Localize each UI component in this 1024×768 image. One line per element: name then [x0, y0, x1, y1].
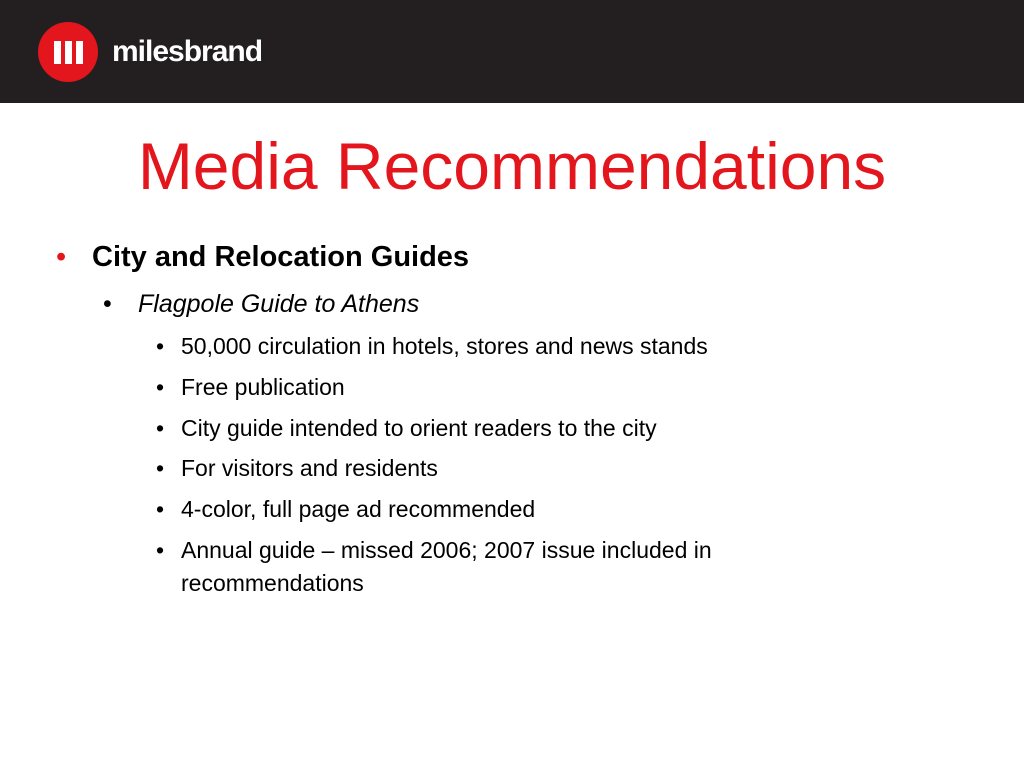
bullet-icon: •: [156, 333, 165, 359]
bullet-level1: [56, 238, 469, 276]
bullet-text: 4-color, full page ad recommended: [181, 496, 536, 522]
brand-wordmark: milesbrand: [112, 35, 263, 68]
bullet-icon: •: [156, 537, 165, 563]
bullet-text: 50,000 circulation in hotels, stores and news stands: [181, 333, 708, 359]
bullet-level3: [156, 371, 345, 404]
bullet-icon: •: [156, 415, 165, 441]
bullet-icon: •: [103, 290, 112, 318]
bullet-level3: [156, 412, 657, 445]
bullet-icon: •: [156, 374, 165, 400]
bullet-text: Flagpole Guide to Athens: [138, 290, 420, 318]
bullet-level2: [103, 287, 419, 321]
bullet-icon: •: [56, 241, 67, 273]
bullet-icon: •: [156, 455, 165, 481]
bullet-text: City guide intended to orient readers to the city: [181, 415, 657, 441]
bullet-text: Free publication: [181, 374, 345, 400]
bullet-text: Annual guide – missed 2006; 2007 issue included in recommendations: [181, 537, 712, 596]
bullet-level3: [156, 534, 881, 600]
bullet-text: For visitors and residents: [181, 455, 438, 481]
bullet-level3: [156, 493, 535, 526]
bullet-level3: [156, 452, 438, 485]
slide-title: Media Recommendations: [137, 129, 887, 203]
bullet-level3: [156, 330, 708, 363]
bullet-icon: •: [156, 496, 165, 522]
bullet-text: City and Relocation Guides: [92, 241, 470, 273]
